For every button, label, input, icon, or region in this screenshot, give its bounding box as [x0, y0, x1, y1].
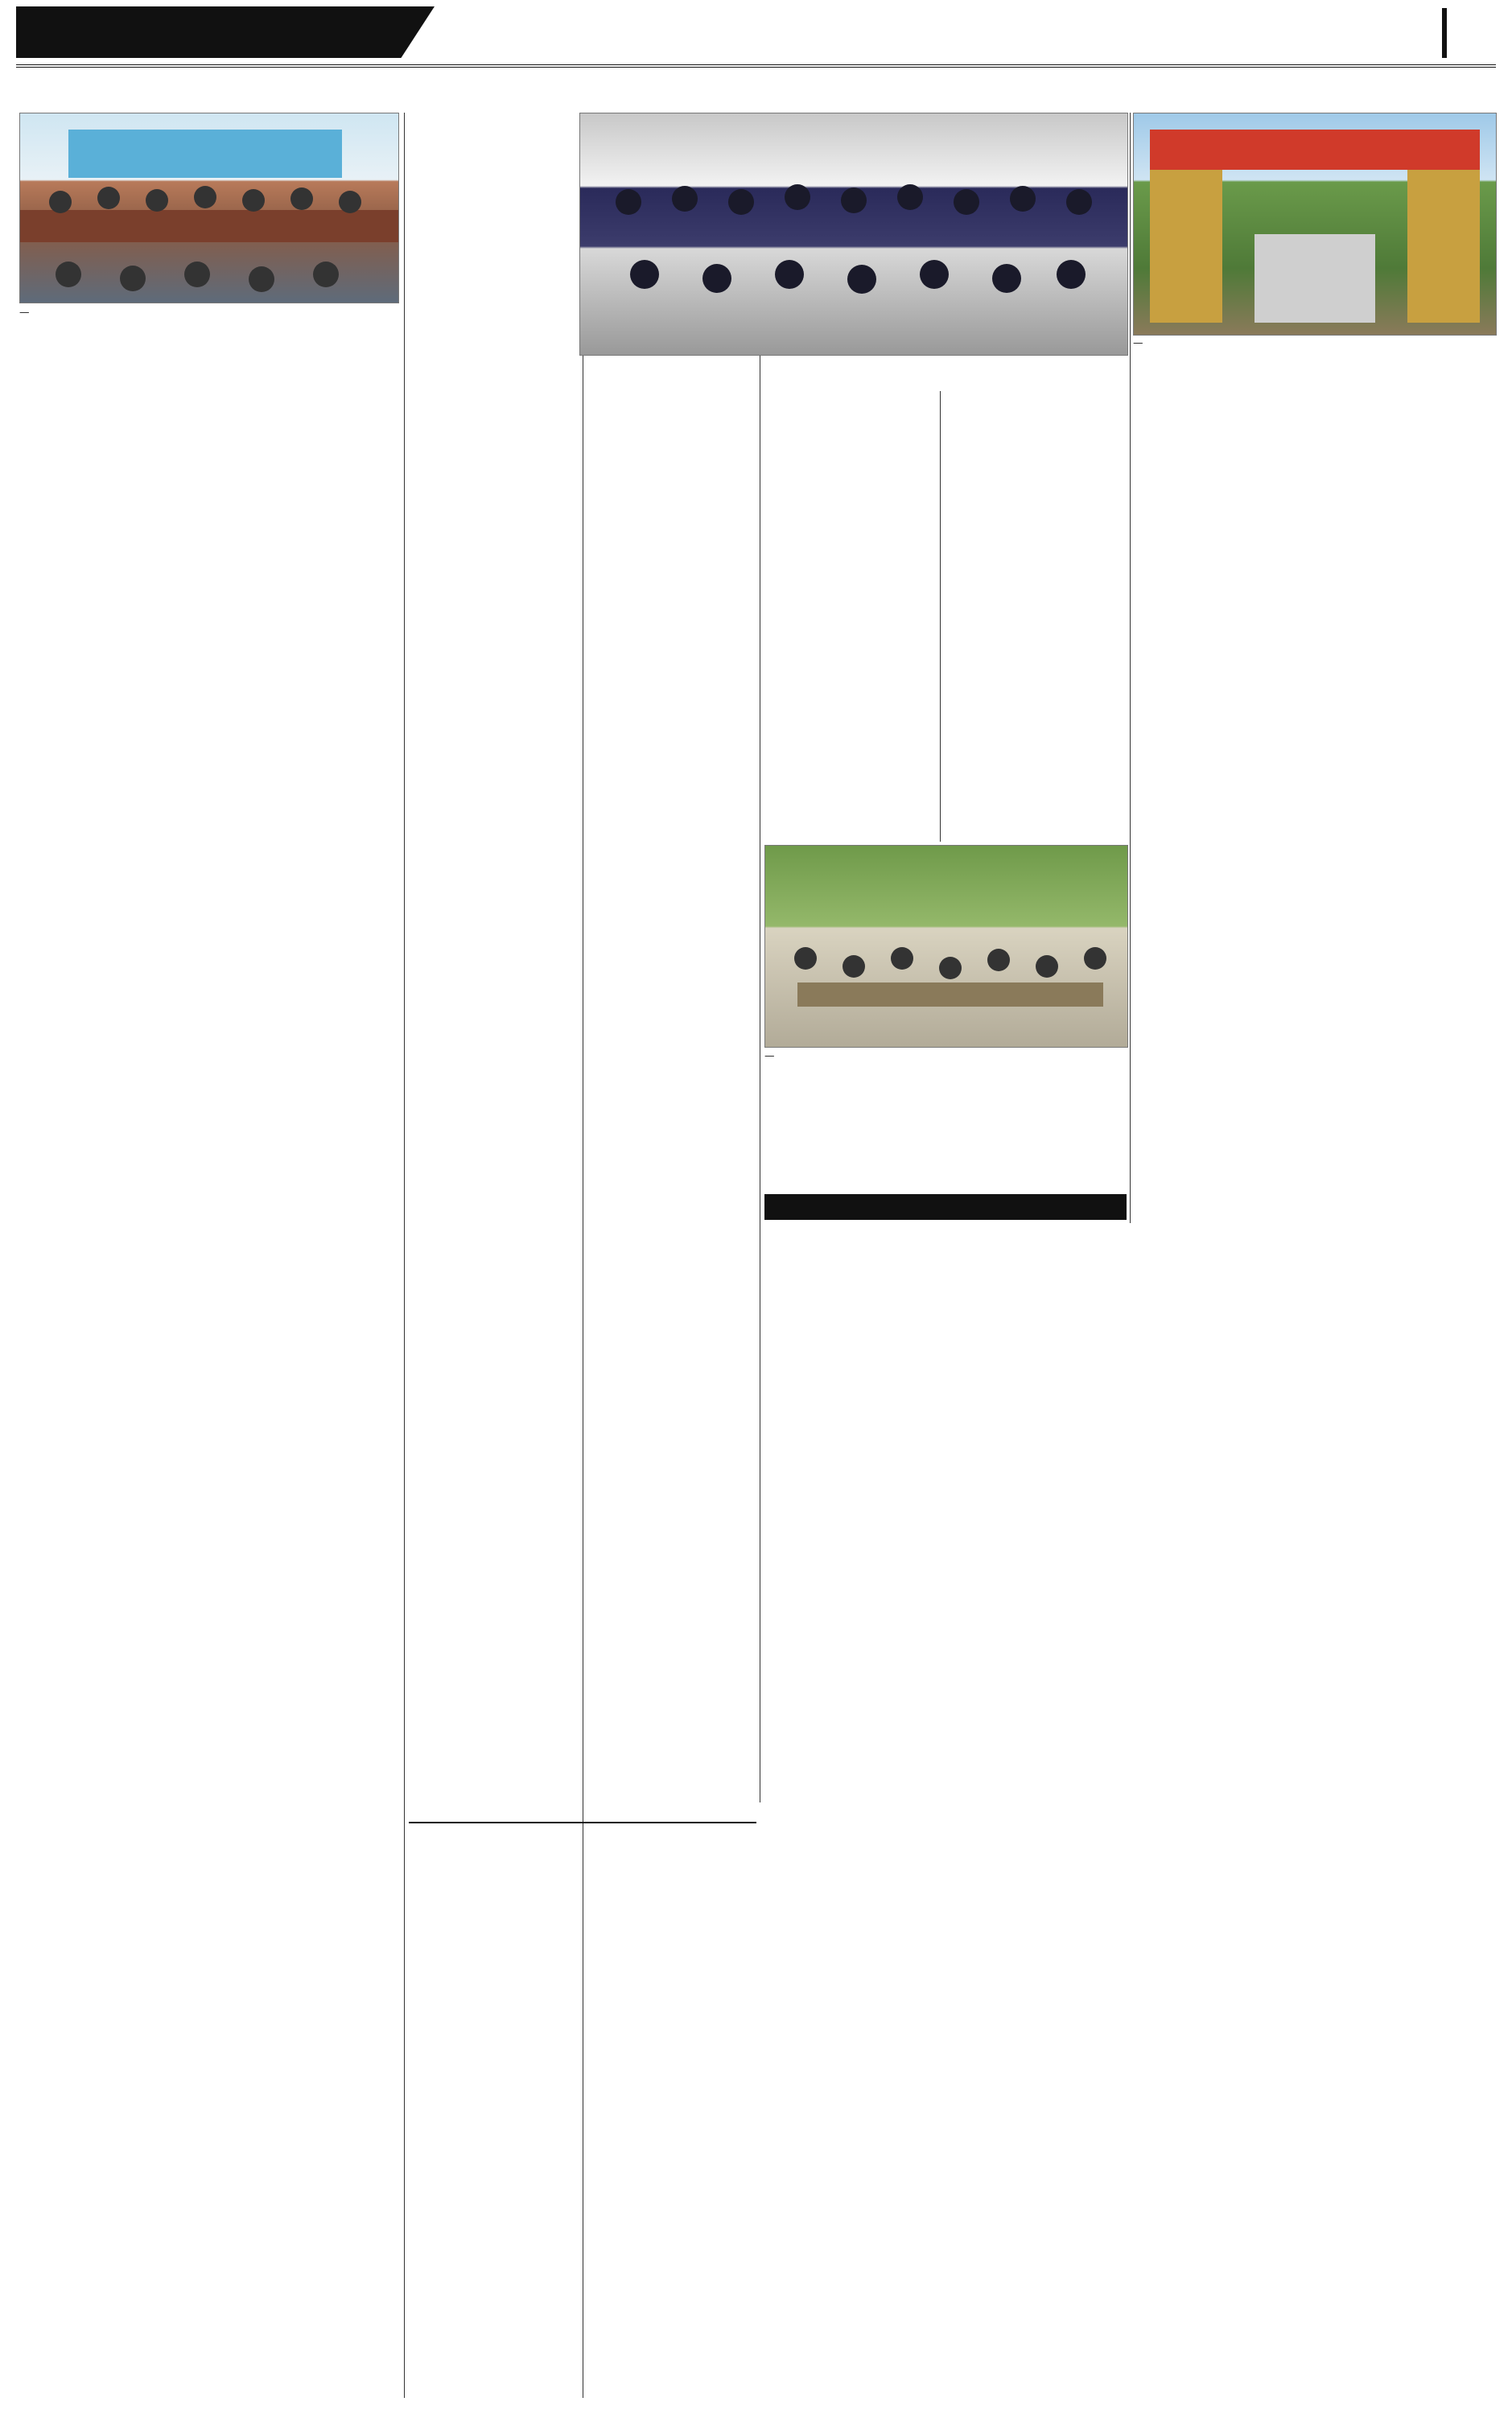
- headline-tarek: [943, 391, 1127, 420]
- caption-mohonpur: —: [764, 1049, 775, 1061]
- photo-mohonpur-svg: [765, 846, 1127, 1047]
- headline-pabna: [764, 391, 937, 420]
- headline-engineer: [19, 1540, 398, 1567]
- article-umbrella: [409, 489, 579, 1133]
- photo-team: [616, 184, 1092, 294]
- gate-path: [1255, 234, 1375, 323]
- article-nagari: [586, 1439, 756, 1680]
- headline-ranking: [409, 1822, 756, 1875]
- article-tarek: [943, 423, 1127, 842]
- newspaper-title: [16, 6, 435, 58]
- photo-table: [20, 210, 398, 242]
- headline-nagari: [586, 1408, 756, 1436]
- kicker-mosque: [764, 1194, 1127, 1220]
- photo-lalpur-svg: [20, 113, 398, 303]
- masthead: [16, 6, 1496, 68]
- caption-gate: —: [1133, 336, 1143, 348]
- column-rule: [1130, 113, 1131, 1223]
- article-bagmara: [19, 1920, 398, 2395]
- page-number: [1442, 8, 1498, 58]
- headline-jamin: [409, 1576, 579, 1603]
- headline-naukabaich: [586, 1035, 756, 1062]
- photo-meeting: [794, 947, 1106, 1007]
- gate-top: [1150, 130, 1480, 170]
- caption-lalpur: —: [19, 306, 30, 318]
- article-chapai: [19, 1292, 398, 1534]
- headline-boxing: [409, 113, 579, 145]
- headline-umbrella: [409, 459, 579, 486]
- article-naukabaich: [586, 1065, 756, 1403]
- photo-mohonpur: [764, 845, 1128, 1048]
- headline-mohonpur: [764, 1070, 937, 1098]
- article-boxing: [409, 148, 579, 454]
- photo-sports-svg: [580, 113, 1127, 355]
- column-rule: [404, 113, 405, 2398]
- article-engineer: [19, 1571, 398, 1885]
- column-rule: [940, 391, 941, 842]
- article-mohonpur: [764, 1101, 937, 1189]
- photo-gate-svg: [1134, 113, 1496, 335]
- article-lalpur: [19, 410, 398, 1255]
- photo-sports: [579, 113, 1128, 356]
- headline-lalpur: [19, 338, 398, 406]
- article-mosque: [764, 1276, 1127, 1839]
- photo-gate: [1133, 113, 1497, 336]
- headline-chapai: [19, 1262, 398, 1289]
- headline-murder: [409, 1138, 579, 1165]
- photo-lalpur: [19, 113, 399, 303]
- article-murder: [409, 1168, 579, 1571]
- caption-sports: [579, 357, 1127, 385]
- article-jamin: [409, 1606, 579, 1815]
- article-pabna: [764, 423, 937, 842]
- headline-bagmara: [19, 1889, 398, 1917]
- photo-banner: [68, 130, 342, 178]
- article-ranking: [409, 1875, 756, 2398]
- headline-mosque: [764, 1223, 1127, 1271]
